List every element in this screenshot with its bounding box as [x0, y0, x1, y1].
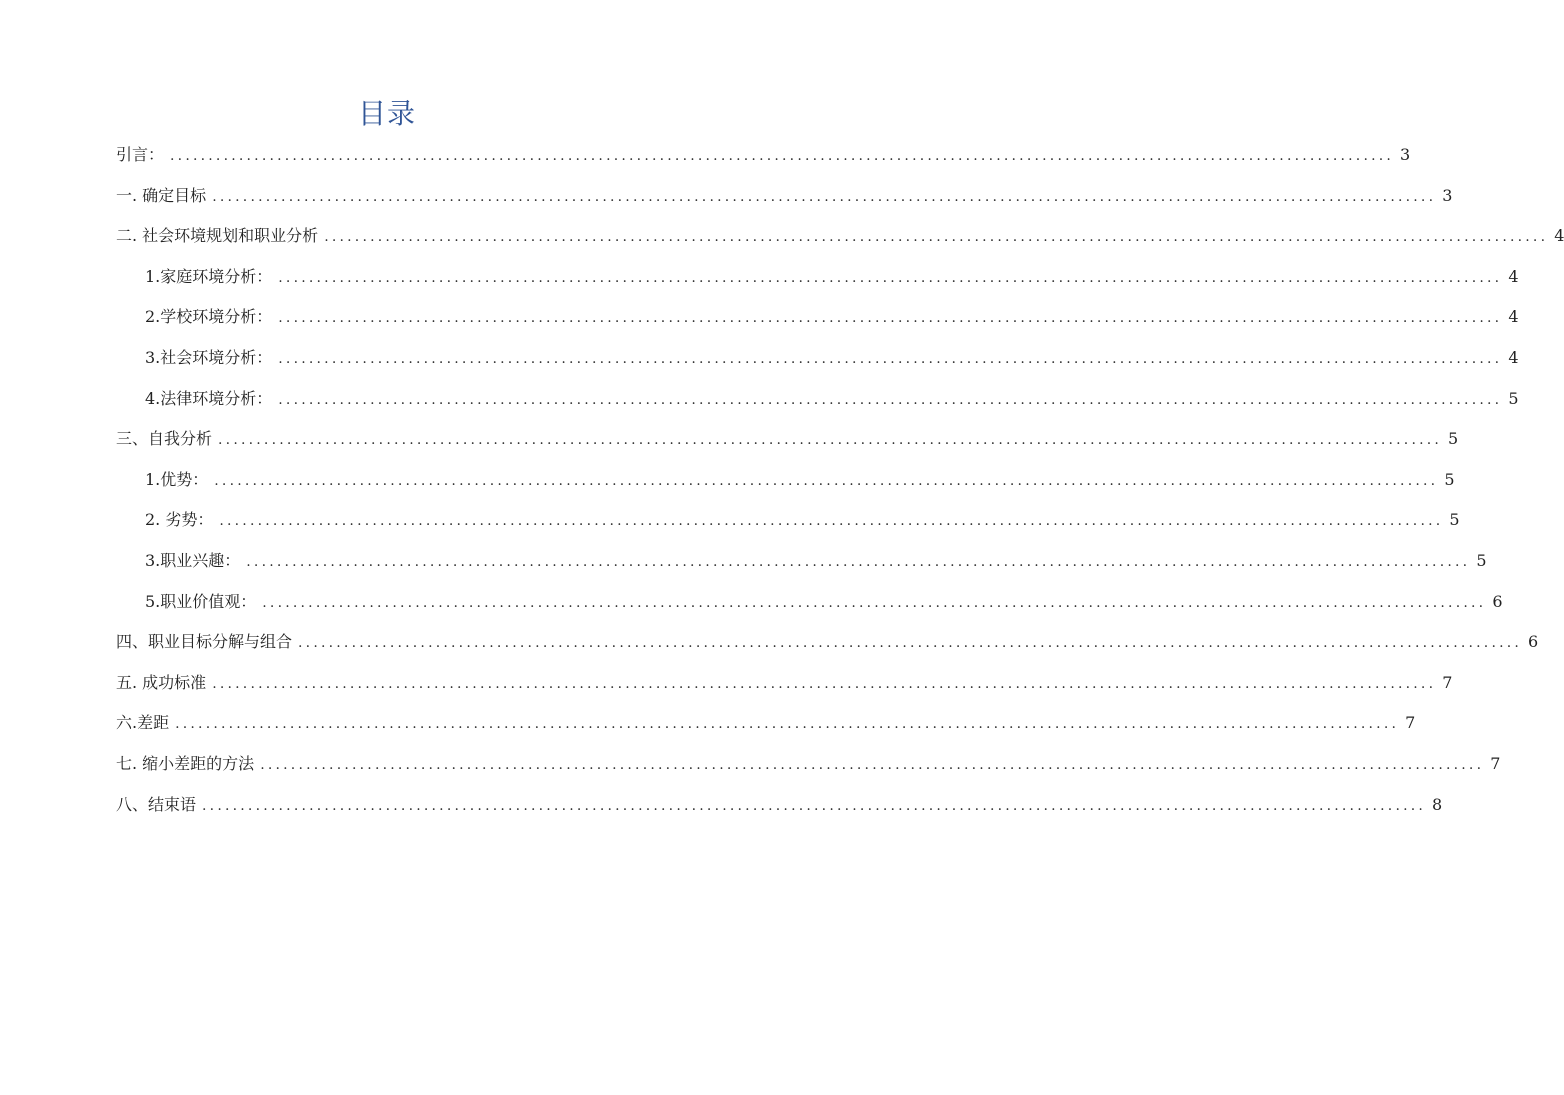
toc-leader-dots: ................................................................................................................................................................ — [212, 188, 1437, 205]
toc-leader-dots: ................................................................................................................................................................ — [278, 310, 1503, 327]
toc-entry-text: 2.学校环境分析： — [145, 307, 273, 327]
toc-entry-text: 3.社会环境分析： — [145, 347, 273, 367]
toc-leader-dots: ................................................................................................................................................................ — [218, 432, 1443, 449]
toc-entry-text: 4.法律环境分析： — [145, 388, 273, 408]
toc-entry-page: 5 — [1508, 388, 1519, 408]
toc-entry-page: 3 — [1400, 145, 1411, 164]
toc-entry[interactable] — [116, 668, 1453, 709]
toc-entry-page: 4 — [1508, 266, 1519, 286]
toc-entry-text: 五. 成功标准 — [116, 672, 207, 692]
toc-entry[interactable] — [116, 343, 1519, 384]
toc-entry[interactable] — [116, 221, 1564, 262]
toc-list — [116, 140, 1564, 830]
toc-entry[interactable] — [116, 302, 1519, 343]
toc-leader-dots: ................................................................................................................................................................ — [298, 635, 1523, 652]
toc-entry-text: 1.优势： — [145, 469, 209, 489]
toc-title: 目录 — [357, 97, 416, 130]
toc-leader-dots: ................................................................................................................................................................ — [175, 716, 1400, 733]
toc-entry-text: 1.家庭环境分析： — [145, 266, 273, 286]
toc-entry-text: 引言： — [116, 145, 165, 164]
toc-leader-dots: ................................................................................................................................................................ — [212, 675, 1437, 692]
toc-entry-text: 一. 确定目标 — [116, 185, 207, 205]
toc-entry[interactable] — [116, 749, 1501, 790]
toc-entry-page: 6 — [1492, 591, 1503, 611]
toc-leader-dots: ................................................................................................................................................................ — [278, 391, 1503, 408]
toc-leader-dots: ................................................................................................................................................................ — [219, 513, 1444, 530]
toc-entry-page: 7 — [1490, 753, 1501, 773]
toc-entry-page: 8 — [1432, 794, 1443, 814]
toc-entry-text: 七. 缩小差距的方法 — [116, 753, 255, 773]
toc-leader-dots: ................................................................................................................................................................ — [262, 594, 1487, 611]
toc-entry[interactable] — [116, 708, 1416, 749]
toc-entry[interactable] — [116, 384, 1519, 425]
toc-entry[interactable] — [116, 505, 1460, 546]
toc-leader-dots: ................................................................................................................................................................ — [324, 229, 1549, 246]
toc-entry[interactable] — [116, 546, 1487, 587]
toc-entry-page: 5 — [1444, 469, 1455, 489]
toc-entry[interactable] — [116, 465, 1455, 506]
toc-entry-page: 7 — [1442, 672, 1453, 692]
toc-entry[interactable] — [116, 790, 1443, 831]
toc-entry-page: 5 — [1448, 429, 1459, 449]
toc-entry[interactable] — [116, 424, 1459, 465]
toc-leader-dots: ................................................................................................................................................................ — [278, 350, 1503, 367]
toc-entry-text: 5.职业价值观： — [145, 591, 257, 611]
toc-leader-dots: ................................................................................................................................................................ — [170, 148, 1395, 164]
toc-entry-text: 二. 社会环境规划和职业分析 — [116, 226, 319, 246]
toc-leader-dots: ................................................................................................................................................................ — [214, 472, 1439, 489]
toc-entry-text: 2. 劣势： — [145, 510, 214, 530]
toc-entry-page: 6 — [1528, 632, 1539, 652]
toc-leader-dots: ................................................................................................................................................................ — [260, 756, 1485, 773]
toc-entry-text: 六.差距 — [116, 713, 170, 733]
toc-entry[interactable] — [116, 140, 1411, 181]
toc-entry[interactable] — [116, 627, 1539, 668]
toc-entry-page: 4 — [1508, 307, 1519, 327]
toc-entry-text: 3.职业兴趣： — [145, 550, 241, 570]
toc-entry-text: 三、自我分析 — [116, 429, 213, 449]
toc-leader-dots: ................................................................................................................................................................ — [202, 797, 1427, 814]
toc-entry-page: 3 — [1442, 185, 1453, 205]
toc-entry-page: 5 — [1449, 510, 1460, 530]
toc-leader-dots: ................................................................................................................................................................ — [278, 269, 1503, 286]
toc-entry-page: 7 — [1405, 713, 1416, 733]
toc-entry-page: 5 — [1476, 550, 1487, 570]
toc-entry-page: 4 — [1554, 226, 1564, 246]
toc-entry-page: 4 — [1508, 347, 1519, 367]
toc-leader-dots: ................................................................................................................................................................ — [246, 553, 1471, 570]
toc-entry[interactable] — [116, 587, 1503, 628]
toc-entry[interactable] — [116, 181, 1453, 222]
toc-entry-text: 八、结束语 — [116, 794, 197, 814]
toc-entry-text: 四、职业目标分解与组合 — [116, 632, 293, 652]
toc-entry[interactable] — [116, 262, 1519, 303]
